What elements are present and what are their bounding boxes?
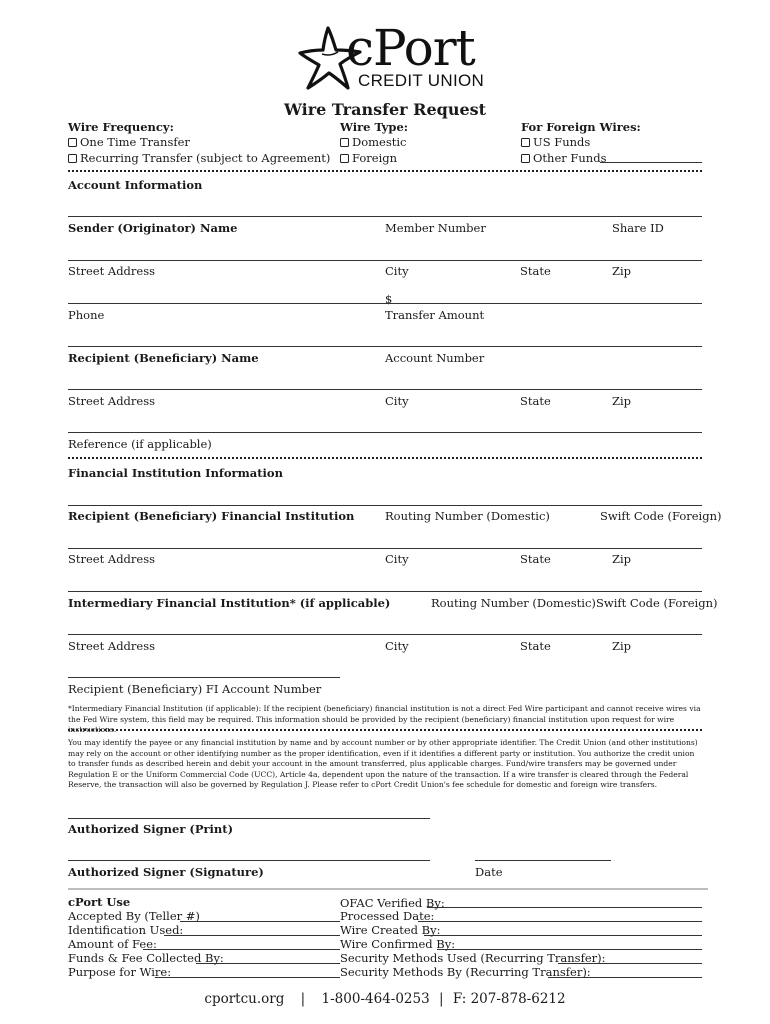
funds-fee-label: Funds & Fee Collected By: — [68, 951, 224, 965]
logo-subtitle: CREDIT UNION — [358, 71, 485, 90]
intermediary-address-field[interactable] — [68, 634, 702, 635]
footer-separator: | — [300, 991, 306, 1007]
account-number-label: Account Number — [385, 351, 485, 365]
other-funds-option[interactable] — [521, 151, 606, 165]
dollar-sign: $ — [385, 292, 393, 306]
sender-zip-label: Zip — [612, 264, 632, 278]
checkbox-icon[interactable] — [521, 138, 530, 147]
footer-website[interactable]: cportcu.org — [204, 991, 285, 1007]
ofac-field[interactable] — [427, 907, 702, 908]
signer-signature-field[interactable] — [68, 860, 430, 861]
cport-use-heading: cPort Use — [68, 895, 131, 909]
recipient-city-label: City — [385, 394, 409, 408]
purpose-field[interactable] — [155, 977, 340, 978]
recipient-name-label: Recipient (Beneficiary) Name — [68, 351, 259, 365]
domestic-label: Domestic — [352, 135, 407, 149]
recipient-street-label: Street Address — [68, 394, 156, 408]
disclosure-text: You may identify the payee or any financial institution by name and by account number or by other appropriate identifier. The Credit Union (and other institutions) may rely on the account or other identifying number as the proper identification, even if it identifies a different party or institution. You authorize the credit union to transfer funds as described herein and debit your account in the amount transferred, plus applicable charges. Fund/wire transfers may be governed under Regulation E or the Uniform Commercial Code (UCC), Article 4a, dependent upon the nature of the transaction. If a wire transfer is cleared through the Federal Reserve, the transaction will also be governed by Regulation J. Please refer to cPort Credit Union's fee schedule for domestic and foreign wire transfers. — [68, 738, 698, 789]
recipient-fi-label: Recipient (Beneficiary) Financial Institution — [68, 509, 355, 523]
intermediary-swift-label: Swift Code (Foreign) — [596, 596, 718, 610]
reference-field[interactable] — [68, 432, 702, 433]
recipient-fi-address-field[interactable] — [68, 548, 702, 549]
date-label: Date — [475, 865, 503, 879]
account-information-heading: Account Information — [68, 178, 203, 192]
checkbox-icon[interactable] — [340, 154, 349, 163]
routing-number-label: Routing Number (Domestic) — [385, 509, 550, 523]
footer-separator: | — [439, 991, 444, 1007]
logo-name: cPort — [346, 19, 475, 77]
ofac-label: OFAC Verified By: — [340, 896, 445, 910]
signer-print-label: Authorized Signer (Print) — [68, 822, 234, 836]
processed-date-label: Processed Date: — [340, 909, 435, 923]
intermediary-fi-field[interactable] — [68, 591, 702, 592]
footer — [0, 990, 770, 1008]
logo — [298, 19, 485, 92]
wire-confirmed-label: Wire Confirmed By: — [340, 937, 456, 951]
sender-state-label: State — [520, 264, 551, 278]
amount-of-fee-label: Amount of Fee: — [68, 937, 157, 951]
intermediary-fi-label: Intermediary Financial Institution* (if applicable) — [68, 596, 391, 610]
security-used-field[interactable] — [558, 963, 702, 964]
recipient-address-field[interactable] — [68, 389, 702, 390]
sender-name-field[interactable] — [68, 216, 702, 217]
us-funds-option[interactable] — [521, 135, 590, 149]
section-divider — [68, 170, 702, 173]
financial-institution-heading: Financial Institution Information — [68, 466, 283, 480]
checkbox-icon[interactable] — [68, 154, 77, 163]
checkbox-icon[interactable] — [68, 138, 77, 147]
footer-phone[interactable]: 1-800-464-0253 — [321, 991, 430, 1007]
wire-confirmed-field[interactable] — [437, 949, 702, 950]
intermediary-street-label: Street Address — [68, 639, 156, 653]
identification-field[interactable] — [164, 935, 340, 936]
security-used-label: Security Methods Used (Recurring Transfer): — [340, 951, 606, 965]
other-funds-field[interactable] — [600, 162, 702, 163]
recipient-state-label: State — [520, 394, 551, 408]
recurring-transfer-option[interactable] — [68, 151, 330, 165]
one-time-transfer-label: One Time Transfer — [80, 135, 190, 149]
phone-label: Phone — [68, 308, 105, 322]
wire-created-label: Wire Created By: — [340, 923, 441, 937]
transfer-amount-label: Transfer Amount — [385, 308, 485, 322]
sender-street-label: Street Address — [68, 264, 156, 278]
recipient-fi-street-label: Street Address — [68, 552, 156, 566]
section-divider — [68, 457, 702, 460]
one-time-transfer-option[interactable] — [68, 135, 190, 149]
amount-of-fee-field[interactable] — [143, 949, 340, 950]
wire-frequency-heading: Wire Frequency: — [68, 120, 174, 134]
purpose-label: Purpose for Wire: — [68, 965, 172, 979]
page-title: Wire Transfer Request — [283, 100, 487, 119]
wire-created-field[interactable] — [424, 935, 702, 936]
swift-code-label: Swift Code (Foreign) — [600, 509, 722, 523]
other-funds-label: Other Funds — [533, 151, 607, 165]
member-number-label: Member Number — [385, 221, 486, 235]
foreign-label: Foreign — [352, 151, 398, 165]
security-by-field[interactable] — [548, 977, 702, 978]
intermediary-routing-label: Routing Number (Domestic) — [431, 596, 596, 610]
intermediary-note: *Intermediary Financial Institution (if applicable): If the recipient (beneficiary) financial institution is not a direct Fed Wire participant and cannot receive wires via the Fed Wire system, this field may be required. This information should be provided by the recipient (beneficiary) financial institution upon request for wire instructions. — [68, 704, 701, 734]
security-by-label: Security Methods By (Recurring Transfer): — [340, 965, 591, 979]
foreign-option[interactable] — [340, 151, 397, 165]
checkbox-icon[interactable] — [340, 138, 349, 147]
recipient-zip-label: Zip — [612, 394, 632, 408]
sender-city-label: City — [385, 264, 409, 278]
recurring-transfer-label: Recurring Transfer (subject to Agreement) — [80, 151, 331, 165]
identification-label: Identification Used: — [68, 923, 184, 937]
sender-name-label: Sender (Originator) Name — [68, 221, 238, 235]
intermediary-state-label: State — [520, 639, 551, 653]
recipient-fi-field[interactable] — [68, 505, 702, 506]
intermediary-city-label: City — [385, 639, 409, 653]
checkbox-icon[interactable] — [521, 154, 530, 163]
date-field[interactable] — [475, 860, 611, 861]
signer-print-field[interactable] — [68, 818, 430, 819]
domestic-option[interactable] — [340, 135, 407, 149]
section-divider — [68, 729, 702, 732]
funds-fee-field[interactable] — [196, 963, 340, 964]
reference-label: Reference (if applicable) — [68, 437, 212, 451]
foreign-wires-heading: For Foreign Wires: — [521, 120, 641, 134]
signer-signature-label: Authorized Signer (Signature) — [68, 865, 264, 879]
fi-account-number-label: Recipient (Beneficiary) FI Account Number — [68, 682, 322, 696]
recipient-name-field[interactable] — [68, 346, 702, 347]
phone-amount-field[interactable] — [68, 303, 702, 304]
cport-use-divider — [68, 888, 708, 890]
us-funds-label: US Funds — [533, 135, 591, 149]
intermediary-zip-label: Zip — [612, 639, 632, 653]
fi-account-number-field[interactable] — [68, 677, 340, 678]
recipient-fi-zip-label: Zip — [612, 552, 632, 566]
accepted-by-field[interactable] — [180, 921, 340, 922]
processed-date-field[interactable] — [418, 921, 702, 922]
accepted-by-label: Accepted By (Teller #) — [68, 909, 200, 923]
wire-type-heading: Wire Type: — [340, 120, 409, 134]
footer-fax: F: 207-878-6212 — [452, 991, 566, 1007]
share-id-label: Share ID — [612, 221, 664, 235]
recipient-fi-city-label: City — [385, 552, 409, 566]
sender-address-field[interactable] — [68, 260, 702, 261]
recipient-fi-state-label: State — [520, 552, 551, 566]
